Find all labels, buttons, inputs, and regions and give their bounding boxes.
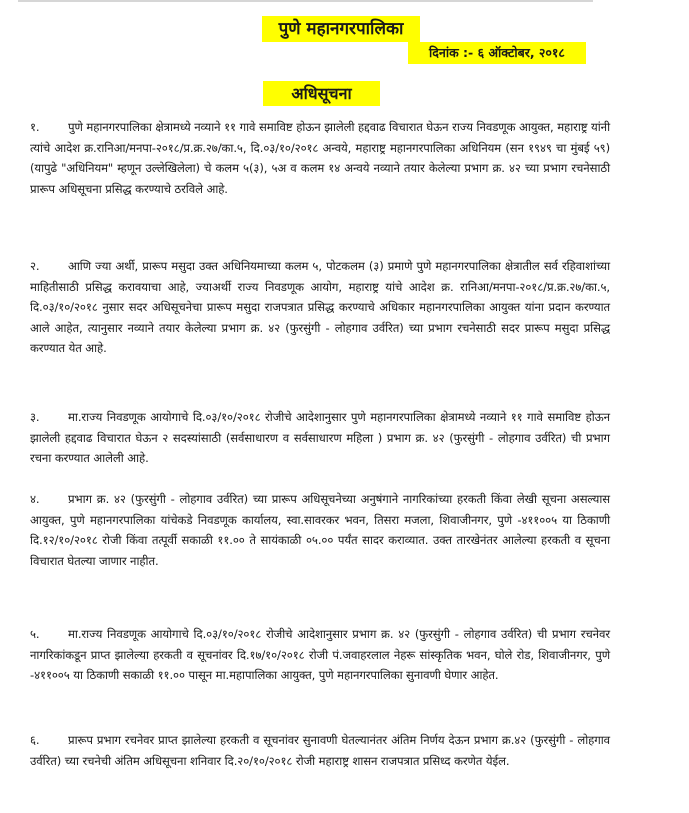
paragraph-text: पुणे महानगरपालिका क्षेत्रामध्ये नव्याने ११ गावे समाविष्ट होऊन झालेली हद्दवाढ विचारात घेऊन राज्य निवडणूक आयुक्त, महाराष्ट्र यांनी त्यांचे आदेश क्र.रानिआ/मनपा-२०१८/प्र.क्र.२७/का.५, दि.०३/१०/२०१८ अन्वये, महाराष्ट्र महानगरपालिका अधिनियम (सन १९४९ चा मुंबई ५९) (यापुढे "अधिनियम" म्हणून उल्लेखिलेला) चे कलम ५(३), ५अ व कलम १४ अन्वये नव्याने तयार केलेल्या प्रभाग क्र. ४२ च्या प्रभाग रचनेसाठी प्रारूप अधिसूचना प्रसिद्ध करण्याचे ठरविले आहे. (30, 120, 610, 196)
paragraph-1 (30, 117, 610, 199)
paragraph-text: मा.राज्य निवडणूक आयोगाचे दि.०३/१०/२०१८ रोजीचे आदेशानुसार पुणे महानगरपालिका क्षेत्रामध्ये नव्याने ११ गावे समाविष्ट होऊन झालेली हद्दवाढ विचारात घेऊन २ सदस्यांसाठी (सर्वसाधारण व सर्वसाधारण महिला ) प्रभाग क्र. ४२ (फुरसुंगी - लोहगाव उर्वरित) ची प्रभाग रचना करण्यात आलेली आहे. (30, 410, 610, 465)
document-title: पुणे महानगरपालिका (262, 16, 420, 42)
paragraph-number: ४. (30, 492, 40, 506)
paragraph-number: ६. (30, 733, 40, 747)
paragraph-text: आणि ज्या अर्थी, प्रारूप मसुदा उक्त अधिनियमाच्या कलम ५, पोटकलम (३) प्रमाणे पुणे महानगरपालिका क्षेत्रातील सर्व रहिवाशांच्या माहितीसाठी प्रसिद्ध करावयाचा आहे, ज्याअर्थी राज्य निवडणूक आयोग, महाराष्ट्र यांचे आदेश क्र. रानिआ/मनपा-२०१८/प्र.क्र.२७/का.५, दि.०३/१०/२०१८ नुसार सदर अधिसूचनेचा प्रारूप मसुदा राजपत्रात प्रसिद्ध करण्याचे अधिकार महानगरपालिका आयुक्त यांना प्रदान करण्यात आले आहेत, त्यानुसार नव्याने तयार केलेल्या प्रभाग क्र. ४२ (फुरसुंगी - लोहगाव उर्वरित) च्या प्रभाग रचनेसाठी सदर प्रारूप मसुदा प्रसिद्ध करण्यात येत आहे. (30, 259, 610, 355)
paragraph-number: ३. (30, 410, 40, 424)
paragraph-2 (30, 256, 610, 359)
paragraph-6 (30, 730, 610, 771)
paragraph-text: प्रभाग क्र. ४२ (फुरसुंगी - लोहगाव उर्वरित) च्या प्रारूप अधिसूचनेच्या अनुषंगाने नागरिकांच्या हरकती किंवा लेखी सूचना असल्यास आयुक्त, पुणे महानगरपालिका यांचेकडे निवडणूक कार्यालय, स्वा.सावरकर भवन, तिसरा मजला, शिवाजीनगर, पुणे -४११००५ या ठिकाणी दि.१२/१०/२०१८ रोजी किंवा तत्पूर्वी सकाळी ११.०० ते सायंकाळी ०५.०० पर्यंत सादर कराव्यात. उक्त तारखेनंतर आलेल्या हरकती व सूचना विचारात घेतल्या जाणार नाहीत. (30, 492, 610, 568)
paragraph-text: प्रारूप प्रभाग रचनेवर प्राप्त झालेल्या हरकती व सूचनांवर सुनावणी घेतल्यानंतर अंतिम निर्णय देऊन प्रभाग क्र.४२ (फुरसुंगी - लोहगाव उर्वरित) च्या रचनेची अंतिम अधिसूचना शनिवार दि.२०/१०/२०१८ रोजी महाराष्ट्र शासन राजपत्रात प्रसिध्द करणेत येईल. (30, 733, 610, 768)
paragraph-text: मा.राज्य निवडणूक आयोगाचे दि.०३/१०/२०१८ रोजीचे आदेशानुसार प्रभाग क्र. ४२ (फुरसुंगी - लोहगाव उर्वरित) ची प्रभाग रचनेवर नागरिकांकडून प्राप्त झालेल्या हरकती व सूचनांवर दि.१७/१०/२०१८ रोजी पं.जवाहरलाल नेहरू सांस्कृतिक भवन, घोले रोड, शिवाजीनगर, पुणे -४११००५ या ठिकाणी सकाळी ११.०० पासून मा.महापालिका आयुक्त, पुणे महानगरपालिका सुनावणी घेणार आहेत. (30, 627, 610, 682)
paragraph-5 (30, 624, 610, 686)
paragraph-4 (30, 489, 610, 571)
paragraph-3 (30, 407, 610, 469)
paragraph-number: १. (30, 120, 40, 134)
paragraph-number: ५. (30, 627, 40, 641)
paragraph-number: २. (30, 259, 40, 273)
document-date: दिनांक :- ६ ऑक्टोबर, २०१८ (408, 42, 586, 64)
top-divider (18, 0, 593, 2)
notification-heading: अधिसूचना (263, 81, 380, 106)
